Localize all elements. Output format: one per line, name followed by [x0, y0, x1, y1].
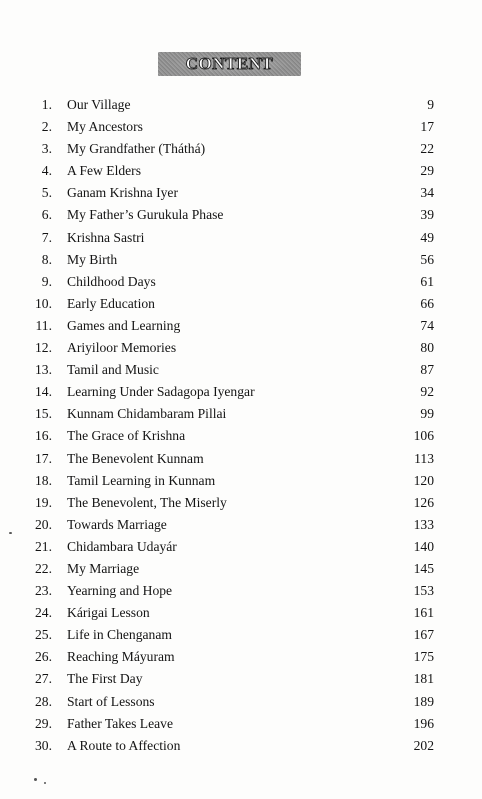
toc-entry-title: A Few Elders — [67, 163, 142, 179]
toc-entry-title: Reaching Máyuram — [67, 649, 175, 665]
toc-entry-page: 133 — [413, 516, 434, 532]
toc-entry-number: 10. — [35, 295, 52, 311]
print-speck — [9, 532, 12, 534]
toc-entry — [0, 668, 482, 690]
toc-entry-page: 126 — [413, 494, 434, 510]
toc-entry-page: 106 — [413, 428, 434, 444]
toc-entry-number: 17. — [35, 450, 52, 466]
toc-entry-page: 189 — [413, 693, 434, 709]
toc-entry — [0, 138, 482, 160]
toc-entry — [0, 713, 482, 735]
table-of-contents — [0, 94, 482, 757]
toc-entry-title: Learning Under Sadagopa Iyengar — [67, 384, 255, 400]
toc-entry-number: 30. — [35, 737, 52, 753]
toc-entry — [0, 646, 482, 668]
toc-entry-title: Tamil and Music — [67, 362, 159, 378]
toc-entry — [0, 315, 482, 337]
toc-entry-title: Ariyiloor Memories — [67, 340, 177, 356]
toc-entry-page: 153 — [413, 583, 434, 599]
toc-entry-number: 19. — [35, 494, 52, 510]
toc-entry-number: 2. — [41, 119, 52, 135]
toc-entry-number: 15. — [35, 406, 52, 422]
toc-entry-number: 26. — [35, 649, 52, 665]
toc-entry-page: 9 — [427, 97, 434, 112]
toc-entry-title: A Route to Affection — [67, 737, 181, 753]
toc-entry-page: 22 — [420, 141, 434, 157]
toc-entry-number: 20. — [35, 516, 52, 532]
toc-entry — [0, 337, 482, 359]
toc-entry — [0, 425, 482, 447]
toc-entry — [0, 249, 482, 271]
toc-entry-title: The Grace of Krishna — [67, 428, 186, 444]
toc-entry-title: My Father’s Gurukula Phase — [67, 207, 224, 223]
toc-entry-page: 87 — [420, 362, 434, 378]
toc-entry-title: The Benevolent Kunnam — [67, 450, 204, 466]
toc-entry-page: 145 — [413, 560, 434, 576]
toc-entry — [0, 293, 482, 315]
toc-entry-page: 196 — [413, 715, 434, 731]
toc-entry-number: 24. — [35, 605, 52, 621]
toc-entry — [0, 602, 482, 624]
toc-entry-title: Krishna Sastri — [67, 229, 145, 245]
toc-entry-title: The First Day — [67, 671, 143, 687]
content-heading-banner — [158, 52, 301, 76]
toc-entry-page: 66 — [420, 295, 434, 311]
toc-entry-number: 16. — [35, 428, 52, 444]
toc-entry — [0, 448, 482, 470]
toc-entry-number: 4. — [41, 163, 52, 179]
toc-entry-title: Kunnam Chidambaram Pillai — [67, 406, 227, 422]
toc-entry-number: 22. — [35, 560, 52, 576]
toc-entry-page: 39 — [420, 207, 434, 223]
toc-entry-page: 99 — [420, 406, 434, 422]
toc-entry-page: 120 — [413, 472, 434, 488]
toc-entry-title: Life in Chenganam — [67, 627, 172, 643]
print-speck — [34, 778, 37, 781]
toc-entry-number: 14. — [35, 384, 52, 400]
toc-entry-page: 161 — [413, 605, 434, 621]
toc-entry — [0, 514, 482, 536]
toc-entry-page: 61 — [420, 273, 434, 289]
toc-entry-title: Kárigai Lesson — [67, 605, 150, 621]
toc-entry-page: 17 — [420, 119, 434, 135]
toc-entry-number: 23. — [35, 583, 52, 599]
toc-entry — [0, 160, 482, 182]
toc-entry — [0, 227, 482, 249]
toc-entry-page: 175 — [413, 649, 434, 665]
toc-entry-title: Towards Marriage — [67, 516, 167, 532]
toc-entry-title: My Grandfather (Tháthá) — [67, 141, 206, 157]
toc-entry — [0, 94, 482, 116]
toc-entry-number: 9. — [41, 273, 52, 289]
toc-entry-number: 25. — [35, 627, 52, 643]
toc-entry-title: Chidambara Udayár — [67, 538, 177, 554]
toc-entry — [0, 271, 482, 293]
toc-entry-number: 28. — [35, 693, 52, 709]
print-speck — [44, 782, 46, 784]
toc-entry-number: 7. — [41, 229, 52, 245]
toc-entry — [0, 403, 482, 425]
toc-entry-title: My Ancestors — [67, 119, 143, 135]
toc-entry-page: 140 — [413, 538, 434, 554]
toc-entry-page: 80 — [420, 340, 434, 356]
toc-entry-title: Father Takes Leave — [67, 715, 173, 731]
toc-entry-title: My Marriage — [67, 560, 140, 576]
toc-entry — [0, 624, 482, 646]
toc-entry-page: 49 — [420, 229, 434, 245]
toc-entry — [0, 381, 482, 403]
toc-entry — [0, 204, 482, 226]
toc-entry-number: 8. — [41, 251, 52, 267]
toc-entry-number: 27. — [35, 671, 52, 687]
toc-entry-page: 113 — [414, 450, 434, 466]
toc-entry — [0, 558, 482, 580]
toc-entry-number: 12. — [35, 340, 52, 356]
toc-entry — [0, 492, 482, 514]
toc-entry-number: 13. — [35, 362, 52, 378]
toc-entry-page: 56 — [420, 251, 434, 267]
toc-entry — [0, 536, 482, 558]
toc-entry-page: 167 — [413, 627, 434, 643]
toc-entry-number: 6. — [41, 207, 52, 223]
toc-entry — [0, 691, 482, 713]
toc-entry-title: Childhood Days — [67, 273, 156, 289]
toc-entry-number: 5. — [41, 185, 52, 201]
toc-entry-title: Tamil Learning in Kunnam — [67, 472, 216, 488]
toc-entry — [0, 359, 482, 381]
toc-entry — [0, 470, 482, 492]
toc-entry — [0, 182, 482, 204]
toc-entry-number: 11. — [35, 317, 52, 333]
toc-entry-page: 34 — [420, 185, 434, 201]
toc-entry-page: 181 — [413, 671, 434, 687]
toc-entry-page: 74 — [420, 317, 434, 333]
toc-entry-page: 92 — [420, 384, 434, 400]
toc-entry-title: The Benevolent, The Miserly — [67, 494, 227, 510]
toc-entry — [0, 116, 482, 138]
toc-entry — [0, 735, 482, 757]
toc-entry-number: 21. — [35, 538, 52, 554]
content-heading: CONTENT — [185, 54, 274, 73]
toc-entry-title: Ganam Krishna Iyer — [67, 185, 178, 201]
toc-entry-title: Start of Lessons — [67, 693, 155, 709]
toc-entry-title: My Birth — [67, 251, 118, 267]
toc-entry-title: Yearning and Hope — [67, 583, 173, 599]
toc-entry-number: 18. — [35, 472, 52, 488]
toc-entry-page: 29 — [420, 163, 434, 179]
toc-entry — [0, 580, 482, 602]
toc-entry-number: 29. — [35, 715, 52, 731]
toc-entry-page: 202 — [413, 737, 434, 753]
toc-entry-title: Our Village — [67, 97, 131, 112]
toc-entry-number: 1. — [41, 97, 52, 112]
toc-entry-title: Games and Learning — [67, 317, 181, 333]
toc-entry-title: Early Education — [67, 295, 155, 311]
toc-entry-number: 3. — [41, 141, 52, 157]
